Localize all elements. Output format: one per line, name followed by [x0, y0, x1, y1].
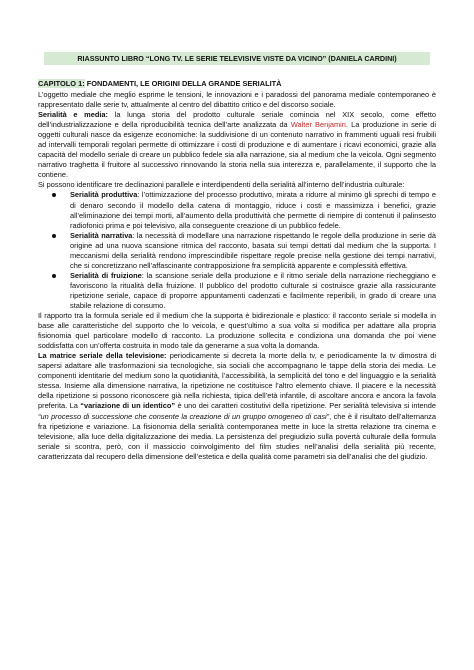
- walter-benjamin-name: Walter Benjamin: [290, 120, 346, 130]
- seriality-definition-quote: “un processo di successione che consente la creazione di un gruppo omogeneo di casi”: [38, 411, 330, 421]
- chapter-title: FONDAMENTI, LE ORIGINI DELLA GRANDE SERIALITÀ: [84, 79, 282, 88]
- list-item-text: : l’ottimizzazione del processo produttivo, mirata a ridurre al minimo gli sprechi di tempo e di denaro secondo il modello della catena di montaggio, riduce i costi e massimizza i benefici, grazie all’eliminazione dei tempi morti, all’aumento della produttività che permette di riempire di contenuti il palinsesto radiofonici prima e poi televisivo, alla conseguente creazione di un pubblico fedele.: [70, 190, 436, 230]
- seriality-list: [38, 190, 436, 311]
- seriality-media-text-b: . La produzione in serie di oggetti culturali nasce da esigenze economiche: la suddivisione di un contenuto narrativo in frammenti uguali resi fruibili ad intervalli temporali regolari permette di ottimizzare i costi di produzione e di aumentare i ricavi economici, grazie alla capacità del modello seriale di creare un pubblico fedele sia alla narrazione, sia al medium che la veicola. Ogni segmento narrativo traghetta il fruitore al successivo rinnovando la storia nella sua interezza e, parallelamente, il supporto che la contiene.: [38, 120, 437, 180]
- declinations-paragraph: Si possono identificare tre declinazioni parallele e interdipendenti della serialità all’interno dell’industria culturale:: [38, 180, 405, 190]
- list-item-text: : la scansione seriale della produzione e il ritmo seriale della narrazione riecheggiano e favoriscono la ritualità della fruizione. Il pubblico del prodotto culturale si costruisce grazie alla rassicurante ripetizione seriale, capace di proporre appuntamenti cadenzati e facilmente reperibili, in grado di creare una stabile relazione di consumo.: [70, 270, 436, 310]
- list-item-heading: Serialità produttiva: [70, 190, 138, 200]
- list-item-text: : la necessità di modellare una narrazione rispettando le regole della produzione in serie dà origine ad una nuova scansione ritmica del racconto, basata sui tempi dettati dal medium che la supporta. I meccanismi della serialità rendono imprescindibile rispettare regole precise nella gestione dei tempi narrativi, che si concretizzano nell’affascinante contrapposizione fra semplicità apparente e complessità effettiva.: [70, 230, 436, 270]
- tv-matrix-heading: La matrice seriale della televisione:: [38, 351, 167, 361]
- bullet-icon: [52, 234, 56, 238]
- list-item-heading: Serialità narrativa: [70, 230, 133, 240]
- document-title: RIASSUNTO LIBRO “LONG TV. LE SERIE TELEVISIVE VISTE DA VICINO” (DANIELA CARDINI): [44, 52, 430, 65]
- chapter-label: CAPITOLO 1:: [38, 79, 85, 88]
- bullet-icon: [52, 274, 56, 278]
- tv-matrix-text-c: , che è il risultato dell’alternanza fra ripetizione e variazione. La fisionomia della serialità contemporanea mette in luce la stretta relazione tra cinema e televisione, alla luce della digitalizzazione dei media. La persistenza del pregiudizio sulla povertà culturale della formula seriale si scontra, però, con il massiccio coinvolgimento del film studies nell’analisi della serialità più recente, caratterizzata dal recupero della dimensione dell’estetica e della qualità come parametri sia dell’analisi che del giudizio.: [38, 411, 436, 461]
- chapter-heading: [38, 79, 436, 89]
- intro-paragraph: L’oggetto mediale che meglio esprime le tensioni, le innovazioni e i paradossi del panorama mediale contemporaneo è rappresentato dalle serie tv, attualmente al centro del dibattito critico e del discorso sociale.: [38, 90, 436, 110]
- list-item-heading: Serialità di fruizione: [70, 270, 142, 280]
- tv-matrix-text-b: è uno dei caratteri costitutivi della ripetizione. Per serialità televisiva si intende: [175, 401, 436, 411]
- variation-quote: “variazione di un identico”: [80, 401, 176, 411]
- bullet-icon: [52, 193, 56, 197]
- seriality-media-text-a: la lunga storia del prodotto culturale seriale comincia nel XIX secolo, come effetto dell’industrializzazione e della riproducibilità tecnica dell’arte analizzata da: [38, 110, 436, 130]
- list-item-narrative: [38, 231, 436, 271]
- list-item-fruition: [38, 271, 436, 311]
- tv-matrix-paragraph: [38, 351, 436, 462]
- tv-matrix-text-a: periodicamente si decreta la morte della tv, e periodicamente la tv dimostra di sapersi adattare alle trasformazioni sia tecnologiche, sia sociali che accompagnano le tappe della storia dei media. Le componenti identitarie del medium sono la quotidianità, l’accessibilità, la semplicità del tono e del linguaggio e la serialità stessa. Insieme alla dimensione narrativa, la ripetizione ne costituisce l’altro elemento chiave. Il piacere e la necessità della ripetizione si possono riconoscere già nella richiesta, tipica dell’età infantile, di ascoltare ancora e ancora la favola preferita. La: [38, 351, 436, 411]
- list-item-production: [38, 190, 436, 230]
- format-medium-paragraph: Il rapporto tra la formula seriale ed il medium che la supporta è bidirezionale e plastico: il racconto seriale si modella in base alle caratteristiche del supporto che lo veicola, e quest’ultimo a sua volta si modifica per adattare alla propria fisionomia quel particolare modello di racconto. La produzione sollecita e condiziona una domanda che poi viene soddisfatta con un’offerta costruita in modo tale da generarne a sua volta la domanda.: [38, 311, 436, 351]
- seriality-media-paragraph: [38, 110, 436, 180]
- seriality-media-heading: Serialità e media:: [38, 110, 109, 120]
